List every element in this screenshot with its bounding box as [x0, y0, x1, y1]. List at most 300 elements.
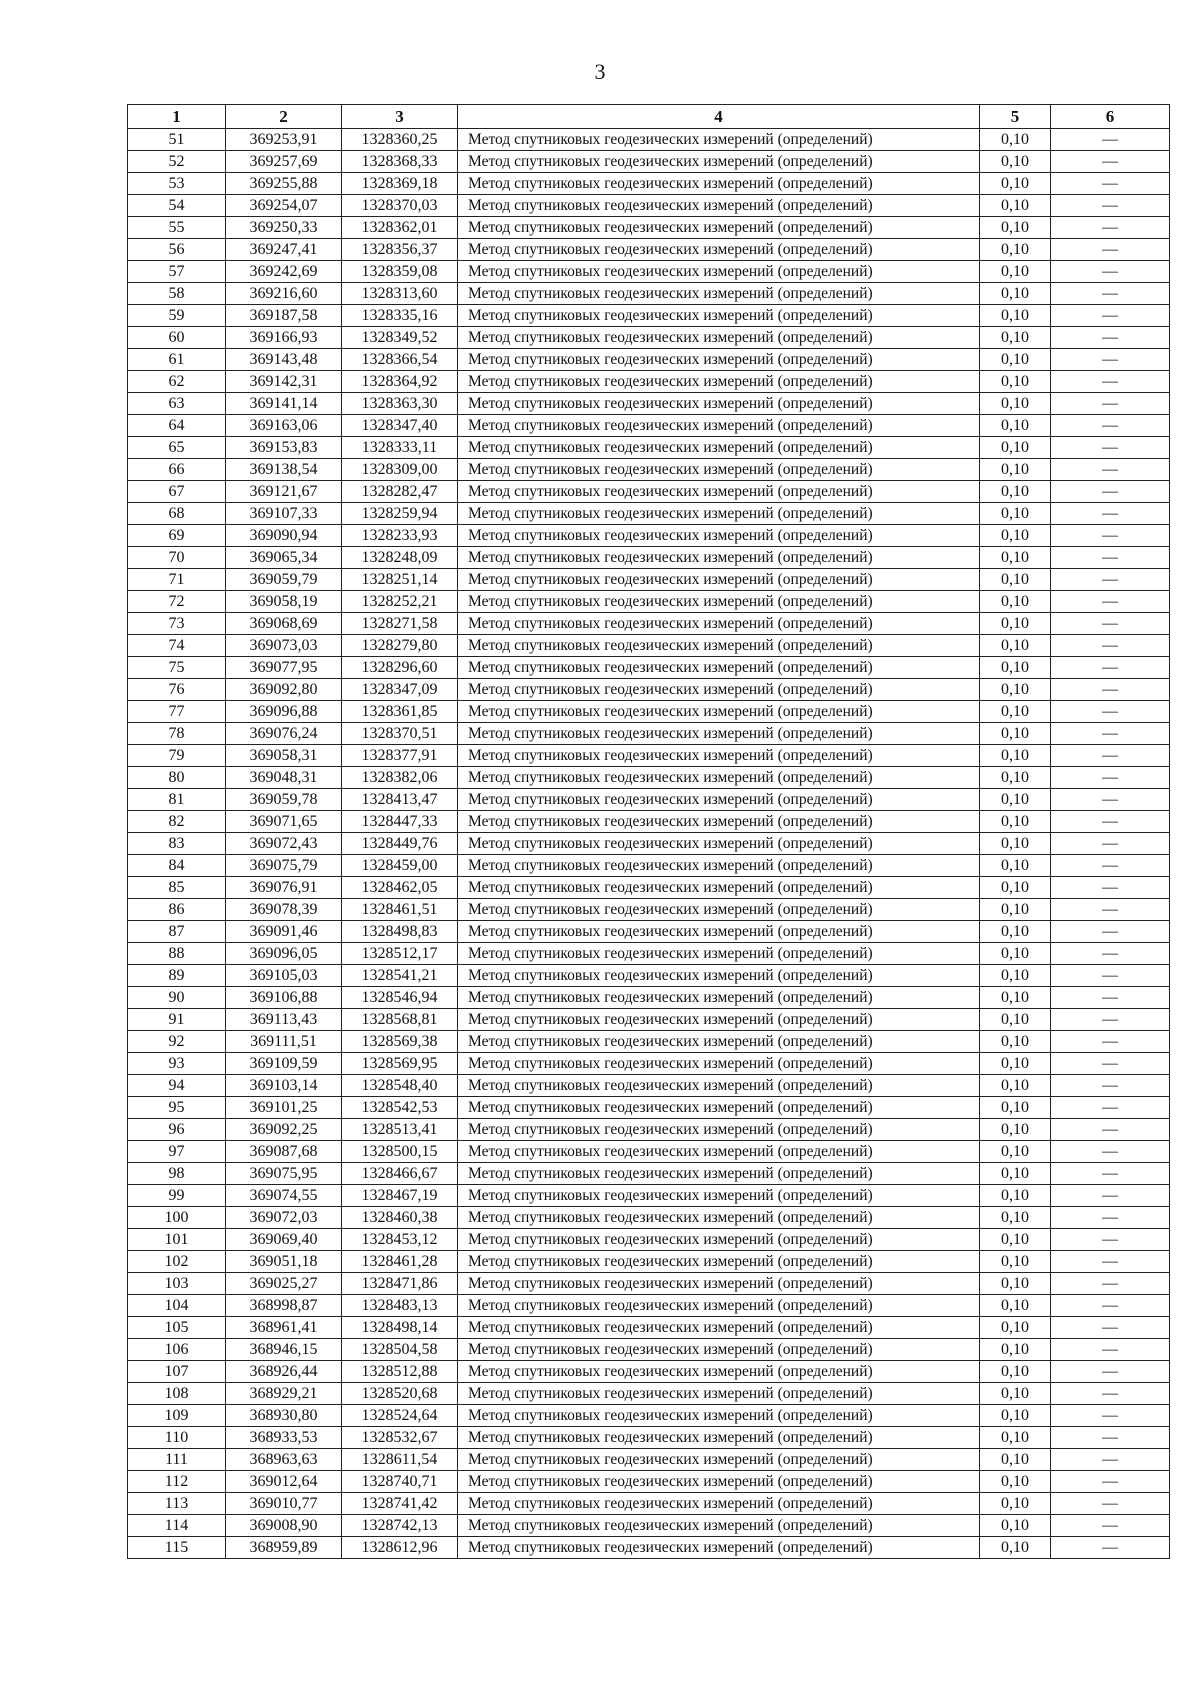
x-coordinate-cell: 369163,06 — [226, 415, 342, 437]
y-coordinate-cell: 1328296,60 — [342, 657, 458, 679]
table-row — [128, 371, 1170, 393]
y-coordinate-cell: 1328462,05 — [342, 877, 458, 899]
table-row — [128, 767, 1170, 789]
x-coordinate-cell: 369065,34 — [226, 547, 342, 569]
point-number-cell: 53 — [128, 173, 226, 195]
x-coordinate-cell: 369166,93 — [226, 327, 342, 349]
x-coordinate-cell: 369247,41 — [226, 239, 342, 261]
y-coordinate-cell: 1328361,85 — [342, 701, 458, 723]
accuracy-cell: 0,10 — [980, 701, 1051, 723]
point-number-cell: 58 — [128, 283, 226, 305]
x-coordinate-cell: 369078,39 — [226, 899, 342, 921]
x-coordinate-cell: 369071,65 — [226, 811, 342, 833]
y-coordinate-cell: 1328370,03 — [342, 195, 458, 217]
accuracy-cell: 0,10 — [980, 1449, 1051, 1471]
note-cell: — — [1051, 327, 1170, 349]
point-number-cell: 85 — [128, 877, 226, 899]
note-cell: — — [1051, 217, 1170, 239]
method-cell: Метод спутниковых геодезических измерений (определений) — [458, 767, 980, 789]
method-cell: Метод спутниковых геодезических измерений (определений) — [458, 195, 980, 217]
x-coordinate-cell: 369059,79 — [226, 569, 342, 591]
note-cell: — — [1051, 1383, 1170, 1405]
table-row — [128, 701, 1170, 723]
x-coordinate-cell: 369141,14 — [226, 393, 342, 415]
y-coordinate-cell: 1328279,80 — [342, 635, 458, 657]
accuracy-cell: 0,10 — [980, 437, 1051, 459]
note-cell: — — [1051, 1339, 1170, 1361]
y-coordinate-cell: 1328520,68 — [342, 1383, 458, 1405]
point-number-cell: 73 — [128, 613, 226, 635]
y-coordinate-cell: 1328568,81 — [342, 1009, 458, 1031]
y-coordinate-cell: 1328461,28 — [342, 1251, 458, 1273]
y-coordinate-cell: 1328309,00 — [342, 459, 458, 481]
table-row — [128, 921, 1170, 943]
y-coordinate-cell: 1328252,21 — [342, 591, 458, 613]
y-coordinate-cell: 1328251,14 — [342, 569, 458, 591]
y-coordinate-cell: 1328364,92 — [342, 371, 458, 393]
point-number-cell: 51 — [128, 129, 226, 151]
y-coordinate-cell: 1328413,47 — [342, 789, 458, 811]
table-row — [128, 987, 1170, 1009]
note-cell: — — [1051, 129, 1170, 151]
table-row — [128, 1383, 1170, 1405]
table-row — [128, 217, 1170, 239]
note-cell: — — [1051, 1031, 1170, 1053]
column-header-1: 1 — [128, 105, 226, 129]
point-number-cell: 115 — [128, 1537, 226, 1559]
note-cell: — — [1051, 987, 1170, 1009]
point-number-cell: 75 — [128, 657, 226, 679]
point-number-cell: 56 — [128, 239, 226, 261]
y-coordinate-cell: 1328524,64 — [342, 1405, 458, 1427]
method-cell: Метод спутниковых геодезических измерений (определений) — [458, 591, 980, 613]
method-cell: Метод спутниковых геодезических измерений (определений) — [458, 877, 980, 899]
accuracy-cell: 0,10 — [980, 415, 1051, 437]
accuracy-cell: 0,10 — [980, 1493, 1051, 1515]
x-coordinate-cell: 369090,94 — [226, 525, 342, 547]
column-header-2: 2 — [226, 105, 342, 129]
y-coordinate-cell: 1328369,18 — [342, 173, 458, 195]
method-cell: Метод спутниковых геодезических измерений (определений) — [458, 855, 980, 877]
note-cell: — — [1051, 261, 1170, 283]
method-cell: Метод спутниковых геодезических измерений (определений) — [458, 371, 980, 393]
x-coordinate-cell: 369105,03 — [226, 965, 342, 987]
x-coordinate-cell: 369255,88 — [226, 173, 342, 195]
note-cell: — — [1051, 569, 1170, 591]
note-cell: — — [1051, 1449, 1170, 1471]
x-coordinate-cell: 369048,31 — [226, 767, 342, 789]
x-coordinate-cell: 369072,43 — [226, 833, 342, 855]
method-cell: Метод спутниковых геодезических измерений (определений) — [458, 1273, 980, 1295]
y-coordinate-cell: 1328740,71 — [342, 1471, 458, 1493]
note-cell: — — [1051, 1009, 1170, 1031]
x-coordinate-cell: 369138,54 — [226, 459, 342, 481]
table-row — [128, 239, 1170, 261]
y-coordinate-cell: 1328366,54 — [342, 349, 458, 371]
note-cell: — — [1051, 723, 1170, 745]
table-row — [128, 943, 1170, 965]
table-row — [128, 1185, 1170, 1207]
method-cell: Метод спутниковых геодезических измерений (определений) — [458, 833, 980, 855]
method-cell: Метод спутниковых геодезических измерений (определений) — [458, 305, 980, 327]
y-coordinate-cell: 1328368,33 — [342, 151, 458, 173]
x-coordinate-cell: 369025,27 — [226, 1273, 342, 1295]
note-cell: — — [1051, 1229, 1170, 1251]
point-number-cell: 72 — [128, 591, 226, 613]
y-coordinate-cell: 1328512,17 — [342, 943, 458, 965]
y-coordinate-cell: 1328569,38 — [342, 1031, 458, 1053]
accuracy-cell: 0,10 — [980, 393, 1051, 415]
accuracy-cell: 0,10 — [980, 1405, 1051, 1427]
table-row — [128, 1361, 1170, 1383]
point-number-cell: 79 — [128, 745, 226, 767]
point-number-cell: 93 — [128, 1053, 226, 1075]
method-cell: Метод спутниковых геодезических измерений (определений) — [458, 1251, 980, 1273]
accuracy-cell: 0,10 — [980, 547, 1051, 569]
note-cell: — — [1051, 151, 1170, 173]
accuracy-cell: 0,10 — [980, 1185, 1051, 1207]
x-coordinate-cell: 368946,15 — [226, 1339, 342, 1361]
accuracy-cell: 0,10 — [980, 1295, 1051, 1317]
point-number-cell: 100 — [128, 1207, 226, 1229]
x-coordinate-cell: 369087,68 — [226, 1141, 342, 1163]
accuracy-cell: 0,10 — [980, 173, 1051, 195]
x-coordinate-cell: 368998,87 — [226, 1295, 342, 1317]
note-cell: — — [1051, 613, 1170, 635]
note-cell: — — [1051, 877, 1170, 899]
point-number-cell: 96 — [128, 1119, 226, 1141]
note-cell: — — [1051, 1163, 1170, 1185]
point-number-cell: 84 — [128, 855, 226, 877]
method-cell: Метод спутниковых геодезических измерений (определений) — [458, 965, 980, 987]
table-row — [128, 1119, 1170, 1141]
point-number-cell: 78 — [128, 723, 226, 745]
note-cell: — — [1051, 789, 1170, 811]
y-coordinate-cell: 1328248,09 — [342, 547, 458, 569]
y-coordinate-cell: 1328233,93 — [342, 525, 458, 547]
point-number-cell: 97 — [128, 1141, 226, 1163]
table-row — [128, 547, 1170, 569]
note-cell: — — [1051, 679, 1170, 701]
table-row — [128, 1031, 1170, 1053]
point-number-cell: 113 — [128, 1493, 226, 1515]
point-number-cell: 67 — [128, 481, 226, 503]
accuracy-cell: 0,10 — [980, 789, 1051, 811]
point-number-cell: 68 — [128, 503, 226, 525]
x-coordinate-cell: 369142,31 — [226, 371, 342, 393]
y-coordinate-cell: 1328741,42 — [342, 1493, 458, 1515]
y-coordinate-cell: 1328282,47 — [342, 481, 458, 503]
x-coordinate-cell: 368961,41 — [226, 1317, 342, 1339]
x-coordinate-cell: 369069,40 — [226, 1229, 342, 1251]
y-coordinate-cell: 1328347,09 — [342, 679, 458, 701]
table-row — [128, 437, 1170, 459]
table-header — [128, 105, 1170, 129]
note-cell: — — [1051, 965, 1170, 987]
accuracy-cell: 0,10 — [980, 1053, 1051, 1075]
method-cell: Метод спутниковых геодезических измерений (определений) — [458, 1317, 980, 1339]
table-row — [128, 129, 1170, 151]
y-coordinate-cell: 1328504,58 — [342, 1339, 458, 1361]
x-coordinate-cell: 369010,77 — [226, 1493, 342, 1515]
point-number-cell: 54 — [128, 195, 226, 217]
table-row — [128, 1339, 1170, 1361]
accuracy-cell: 0,10 — [980, 613, 1051, 635]
accuracy-cell: 0,10 — [980, 987, 1051, 1009]
method-cell: Метод спутниковых геодезических измерений (определений) — [458, 569, 980, 591]
table-row — [128, 1229, 1170, 1251]
x-coordinate-cell: 368963,63 — [226, 1449, 342, 1471]
note-cell: — — [1051, 305, 1170, 327]
accuracy-cell: 0,10 — [980, 1229, 1051, 1251]
x-coordinate-cell: 369075,95 — [226, 1163, 342, 1185]
point-number-cell: 94 — [128, 1075, 226, 1097]
table-row — [128, 591, 1170, 613]
y-coordinate-cell: 1328333,11 — [342, 437, 458, 459]
y-coordinate-cell: 1328612,96 — [342, 1537, 458, 1559]
method-cell: Метод спутниковых геодезических измерений (определений) — [458, 129, 980, 151]
note-cell: — — [1051, 415, 1170, 437]
x-coordinate-cell: 369254,07 — [226, 195, 342, 217]
point-number-cell: 63 — [128, 393, 226, 415]
method-cell: Метод спутниковых геодезических измерений (определений) — [458, 503, 980, 525]
accuracy-cell: 0,10 — [980, 129, 1051, 151]
method-cell: Метод спутниковых геодезических измерений (определений) — [458, 459, 980, 481]
note-cell: — — [1051, 349, 1170, 371]
point-number-cell: 62 — [128, 371, 226, 393]
point-number-cell: 92 — [128, 1031, 226, 1053]
point-number-cell: 108 — [128, 1383, 226, 1405]
y-coordinate-cell: 1328512,88 — [342, 1361, 458, 1383]
method-cell: Метод спутниковых геодезических измерений (определений) — [458, 1339, 980, 1361]
method-cell: Метод спутниковых геодезических измерений (определений) — [458, 437, 980, 459]
x-coordinate-cell: 368929,21 — [226, 1383, 342, 1405]
y-coordinate-cell: 1328548,40 — [342, 1075, 458, 1097]
note-cell: — — [1051, 393, 1170, 415]
table-row — [128, 657, 1170, 679]
method-cell: Метод спутниковых геодезических измерений (определений) — [458, 701, 980, 723]
point-number-cell: 69 — [128, 525, 226, 547]
table-row — [128, 349, 1170, 371]
x-coordinate-cell: 369143,48 — [226, 349, 342, 371]
point-number-cell: 90 — [128, 987, 226, 1009]
table-row — [128, 415, 1170, 437]
x-coordinate-cell: 369068,69 — [226, 613, 342, 635]
accuracy-cell: 0,10 — [980, 1339, 1051, 1361]
y-coordinate-cell: 1328542,53 — [342, 1097, 458, 1119]
point-number-cell: 107 — [128, 1361, 226, 1383]
point-number-cell: 99 — [128, 1185, 226, 1207]
y-coordinate-cell: 1328447,33 — [342, 811, 458, 833]
method-cell: Метод спутниковых геодезических измерений (определений) — [458, 1185, 980, 1207]
method-cell: Метод спутниковых геодезических измерений (определений) — [458, 921, 980, 943]
method-cell: Метод спутниковых геодезических измерений (определений) — [458, 327, 980, 349]
point-number-cell: 89 — [128, 965, 226, 987]
accuracy-cell: 0,10 — [980, 1317, 1051, 1339]
table-row — [128, 613, 1170, 635]
y-coordinate-cell: 1328359,08 — [342, 261, 458, 283]
note-cell: — — [1051, 1119, 1170, 1141]
note-cell: — — [1051, 1471, 1170, 1493]
table-row — [128, 327, 1170, 349]
note-cell: — — [1051, 195, 1170, 217]
point-number-cell: 106 — [128, 1339, 226, 1361]
method-cell: Метод спутниковых геодезических измерений (определений) — [458, 1449, 980, 1471]
accuracy-cell: 0,10 — [980, 283, 1051, 305]
note-cell: — — [1051, 283, 1170, 305]
table-row — [128, 1295, 1170, 1317]
table-row — [128, 1471, 1170, 1493]
note-cell: — — [1051, 1537, 1170, 1559]
accuracy-cell: 0,10 — [980, 877, 1051, 899]
table-row — [128, 899, 1170, 921]
note-cell: — — [1051, 921, 1170, 943]
method-cell: Метод спутниковых геодезических измерений (определений) — [458, 1537, 980, 1559]
x-coordinate-cell: 368933,53 — [226, 1427, 342, 1449]
method-cell: Метод спутниковых геодезических измерений (определений) — [458, 745, 980, 767]
table-row — [128, 1207, 1170, 1229]
point-number-cell: 61 — [128, 349, 226, 371]
x-coordinate-cell: 369103,14 — [226, 1075, 342, 1097]
y-coordinate-cell: 1328259,94 — [342, 503, 458, 525]
accuracy-cell: 0,10 — [980, 1119, 1051, 1141]
x-coordinate-cell: 369012,64 — [226, 1471, 342, 1493]
method-cell: Метод спутниковых геодезических измерений (определений) — [458, 547, 980, 569]
note-cell: — — [1051, 1427, 1170, 1449]
point-number-cell: 88 — [128, 943, 226, 965]
table-row — [128, 635, 1170, 657]
point-number-cell: 65 — [128, 437, 226, 459]
table-row — [128, 261, 1170, 283]
accuracy-cell: 0,10 — [980, 327, 1051, 349]
point-number-cell: 52 — [128, 151, 226, 173]
x-coordinate-cell: 369096,05 — [226, 943, 342, 965]
x-coordinate-cell: 369113,43 — [226, 1009, 342, 1031]
method-cell: Метод спутниковых геодезических измерений (определений) — [458, 1383, 980, 1405]
accuracy-cell: 0,10 — [980, 1427, 1051, 1449]
y-coordinate-cell: 1328347,40 — [342, 415, 458, 437]
x-coordinate-cell: 369242,69 — [226, 261, 342, 283]
accuracy-cell: 0,10 — [980, 833, 1051, 855]
point-number-cell: 101 — [128, 1229, 226, 1251]
y-coordinate-cell: 1328360,25 — [342, 129, 458, 151]
point-number-cell: 91 — [128, 1009, 226, 1031]
accuracy-cell: 0,10 — [980, 1075, 1051, 1097]
point-number-cell: 111 — [128, 1449, 226, 1471]
y-coordinate-cell: 1328363,30 — [342, 393, 458, 415]
y-coordinate-cell: 1328541,21 — [342, 965, 458, 987]
table-row — [128, 525, 1170, 547]
method-cell: Метод спутниковых геодезических измерений (определений) — [458, 657, 980, 679]
accuracy-cell: 0,10 — [980, 723, 1051, 745]
table-row — [128, 1075, 1170, 1097]
coordinates-table — [127, 104, 1170, 1559]
point-number-cell: 109 — [128, 1405, 226, 1427]
point-number-cell: 102 — [128, 1251, 226, 1273]
y-coordinate-cell: 1328362,01 — [342, 217, 458, 239]
accuracy-cell: 0,10 — [980, 349, 1051, 371]
y-coordinate-cell: 1328532,67 — [342, 1427, 458, 1449]
method-cell: Метод спутниковых геодезических измерений (определений) — [458, 1119, 980, 1141]
method-cell: Метод спутниковых геодезических измерений (определений) — [458, 239, 980, 261]
table-row — [128, 503, 1170, 525]
point-number-cell: 98 — [128, 1163, 226, 1185]
accuracy-cell: 0,10 — [980, 657, 1051, 679]
y-coordinate-cell: 1328271,58 — [342, 613, 458, 635]
point-number-cell: 55 — [128, 217, 226, 239]
accuracy-cell: 0,10 — [980, 1251, 1051, 1273]
x-coordinate-cell: 369106,88 — [226, 987, 342, 1009]
y-coordinate-cell: 1328460,38 — [342, 1207, 458, 1229]
point-number-cell: 76 — [128, 679, 226, 701]
y-coordinate-cell: 1328356,37 — [342, 239, 458, 261]
accuracy-cell: 0,10 — [980, 767, 1051, 789]
method-cell: Метод спутниковых геодезических измерений (определений) — [458, 1031, 980, 1053]
x-coordinate-cell: 369250,33 — [226, 217, 342, 239]
accuracy-cell: 0,10 — [980, 965, 1051, 987]
x-coordinate-cell: 369074,55 — [226, 1185, 342, 1207]
table-row — [128, 1009, 1170, 1031]
point-number-cell: 74 — [128, 635, 226, 657]
x-coordinate-cell: 369101,25 — [226, 1097, 342, 1119]
table-row — [128, 723, 1170, 745]
note-cell: — — [1051, 833, 1170, 855]
method-cell: Метод спутниковых геодезических измерений (определений) — [458, 987, 980, 1009]
method-cell: Метод спутниковых геодезических измерений (определений) — [458, 635, 980, 657]
y-coordinate-cell: 1328349,52 — [342, 327, 458, 349]
accuracy-cell: 0,10 — [980, 1515, 1051, 1537]
point-number-cell: 70 — [128, 547, 226, 569]
method-cell: Метод спутниковых геодезических измерений (определений) — [458, 393, 980, 415]
x-coordinate-cell: 369051,18 — [226, 1251, 342, 1273]
x-coordinate-cell: 369058,19 — [226, 591, 342, 613]
method-cell: Метод спутниковых геодезических измерений (определений) — [458, 899, 980, 921]
note-cell: — — [1051, 1185, 1170, 1207]
x-coordinate-cell: 369096,88 — [226, 701, 342, 723]
y-coordinate-cell: 1328382,06 — [342, 767, 458, 789]
table-row — [128, 1405, 1170, 1427]
accuracy-cell: 0,10 — [980, 481, 1051, 503]
point-number-cell: 66 — [128, 459, 226, 481]
method-cell: Метод спутниковых геодезических измерений (определений) — [458, 525, 980, 547]
column-header-6: 6 — [1051, 105, 1170, 129]
column-header-3: 3 — [342, 105, 458, 129]
x-coordinate-cell: 369092,25 — [226, 1119, 342, 1141]
x-coordinate-cell: 369109,59 — [226, 1053, 342, 1075]
point-number-cell: 71 — [128, 569, 226, 591]
table-row — [128, 965, 1170, 987]
y-coordinate-cell: 1328513,41 — [342, 1119, 458, 1141]
table-row — [128, 1449, 1170, 1471]
accuracy-cell: 0,10 — [980, 811, 1051, 833]
table-row — [128, 1493, 1170, 1515]
table-row — [128, 745, 1170, 767]
x-coordinate-cell: 369075,79 — [226, 855, 342, 877]
y-coordinate-cell: 1328569,95 — [342, 1053, 458, 1075]
x-coordinate-cell: 368930,80 — [226, 1405, 342, 1427]
method-cell: Метод спутниковых геодезических измерений (определений) — [458, 1009, 980, 1031]
y-coordinate-cell: 1328453,12 — [342, 1229, 458, 1251]
x-coordinate-cell: 369058,31 — [226, 745, 342, 767]
x-coordinate-cell: 368959,89 — [226, 1537, 342, 1559]
table-row — [128, 1163, 1170, 1185]
note-cell: — — [1051, 239, 1170, 261]
x-coordinate-cell: 369121,67 — [226, 481, 342, 503]
point-number-cell: 114 — [128, 1515, 226, 1537]
point-number-cell: 82 — [128, 811, 226, 833]
note-cell: — — [1051, 1317, 1170, 1339]
note-cell: — — [1051, 1251, 1170, 1273]
